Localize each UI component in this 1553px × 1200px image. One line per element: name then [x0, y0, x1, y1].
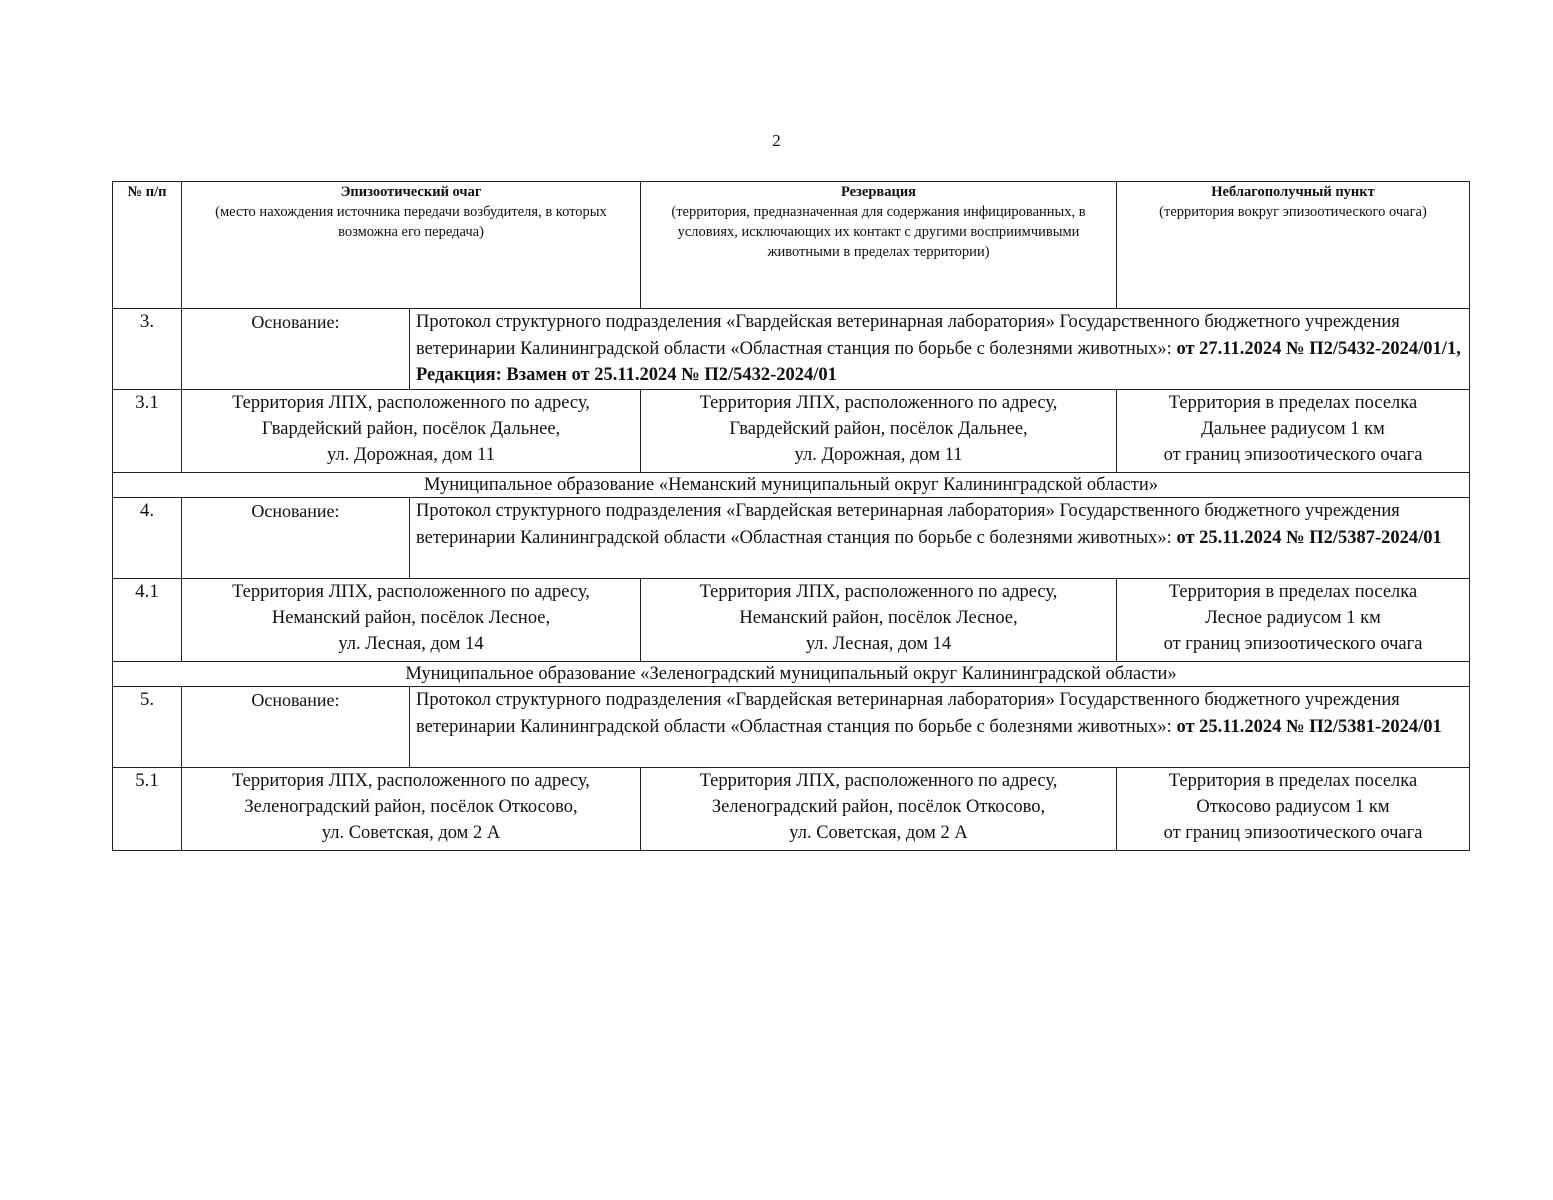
header-focus-desc: (место нахождения источника передачи возбудителя, в которых возможна его передача)	[215, 204, 607, 240]
header-unfavorable-title: Неблагополучный пункт	[1211, 184, 1375, 200]
basis-text: Протокол структурного подразделения «Гвардейская ветеринарная лаборатория» Государственного бюджетного учреждения ветеринарии Калининградской области «Областная станция по борьбе с болезнями животных»: от 25.11.2024 № П2/5387-2024/01	[410, 498, 1470, 579]
reservation-cell: Территория ЛПХ, расположенного по адресу, Неманский район, посёлок Лесное, ул. Лесная, дом 14	[641, 579, 1117, 662]
unfavorable-cell: Территория в пределах поселка Откосово радиусом 1 км от границ эпизоотического очага	[1117, 768, 1470, 851]
focus-cell: Территория ЛПХ, расположенного по адресу, Неманский район, посёлок Лесное, ул. Лесная, дом 14	[182, 579, 641, 662]
basis-label: Основание:	[182, 498, 410, 579]
header-unfavorable	[1117, 182, 1470, 309]
basis-row	[113, 309, 1470, 390]
row-number: 5.1	[113, 768, 182, 851]
focus-cell: Территория ЛПХ, расположенного по адресу, Гвардейский район, посёлок Дальнее, ул. Дорожная, дом 11	[182, 390, 641, 473]
unfavorable-cell: Территория в пределах поселка Дальнее радиусом 1 км от границ эпизоотического очага	[1117, 390, 1470, 473]
row-number: 4.	[113, 498, 182, 579]
header-focus-title: Эпизоотический очаг	[340, 184, 482, 200]
focus-cell: Территория ЛПХ, расположенного по адресу, Зеленоградский район, посёлок Откосово, ул. Советская, дом 2 А	[182, 768, 641, 851]
municipality-row	[113, 662, 1470, 687]
basis-reference: от 25.11.2024 № П2/5381-2024/01	[1176, 716, 1442, 737]
basis-text: Протокол структурного подразделения «Гвардейская ветеринарная лаборатория» Государственного бюджетного учреждения ветеринарии Калининградской области «Областная станция по борьбе с болезнями животных»: от 25.11.2024 № П2/5381-2024/01	[410, 687, 1470, 768]
document-table	[112, 181, 1470, 851]
basis-label: Основание:	[182, 309, 410, 390]
basis-row	[113, 498, 1470, 579]
header-num: № п/п	[113, 182, 182, 309]
header-unfavorable-desc: (территория вокруг эпизоотического очага)	[1159, 204, 1427, 220]
basis-label: Основание:	[182, 687, 410, 768]
basis-text: Протокол структурного подразделения «Гвардейская ветеринарная лаборатория» Государственного бюджетного учреждения ветеринарии Калининградской области «Областная станция по борьбе с болезнями животных»: от 27.11.2024 № П2/5432-2024/01/1, Редакция: Взамен от 25.11.2024 № П2/5432-2024/01	[410, 309, 1470, 390]
row-number: 3.	[113, 309, 182, 390]
municipality-title: Муниципальное образование «Зеленоградский муниципальный округ Калининградской области»	[113, 662, 1470, 687]
row-number: 4.1	[113, 579, 182, 662]
row-number: 5.	[113, 687, 182, 768]
basis-row	[113, 687, 1470, 768]
unfavorable-cell: Территория в пределах поселка Лесное радиусом 1 км от границ эпизоотического очага	[1117, 579, 1470, 662]
item-row	[113, 768, 1470, 851]
header-reservation-desc: (территория, предназначенная для содержания инфицированных, в условиях, исключающих их контакт с другими восприимчивыми животными в пределах территории)	[671, 204, 1086, 260]
municipality-row	[113, 473, 1470, 498]
basis-reference: от 27.11.2024 № П2/5432-2024/01/1, Редакция: Взамен от 25.11.2024 № П2/5432-2024/01	[416, 338, 1461, 385]
header-reservation-title: Резервация	[840, 184, 917, 200]
page-number: 2	[772, 131, 781, 150]
reservation-cell: Территория ЛПХ, расположенного по адресу, Гвардейский район, посёлок Дальнее, ул. Дорожная, дом 11	[641, 390, 1117, 473]
reservation-cell: Территория ЛПХ, расположенного по адресу, Зеленоградский район, посёлок Откосово, ул. Советская, дом 2 А	[641, 768, 1117, 851]
row-number: 3.1	[113, 390, 182, 473]
item-row	[113, 390, 1470, 473]
header-reservation	[641, 182, 1117, 309]
header-focus	[182, 182, 641, 309]
basis-reference: от 25.11.2024 № П2/5387-2024/01	[1176, 527, 1442, 548]
item-row	[113, 579, 1470, 662]
municipality-title: Муниципальное образование «Неманский муниципальный округ Калининградской области»	[113, 473, 1470, 498]
